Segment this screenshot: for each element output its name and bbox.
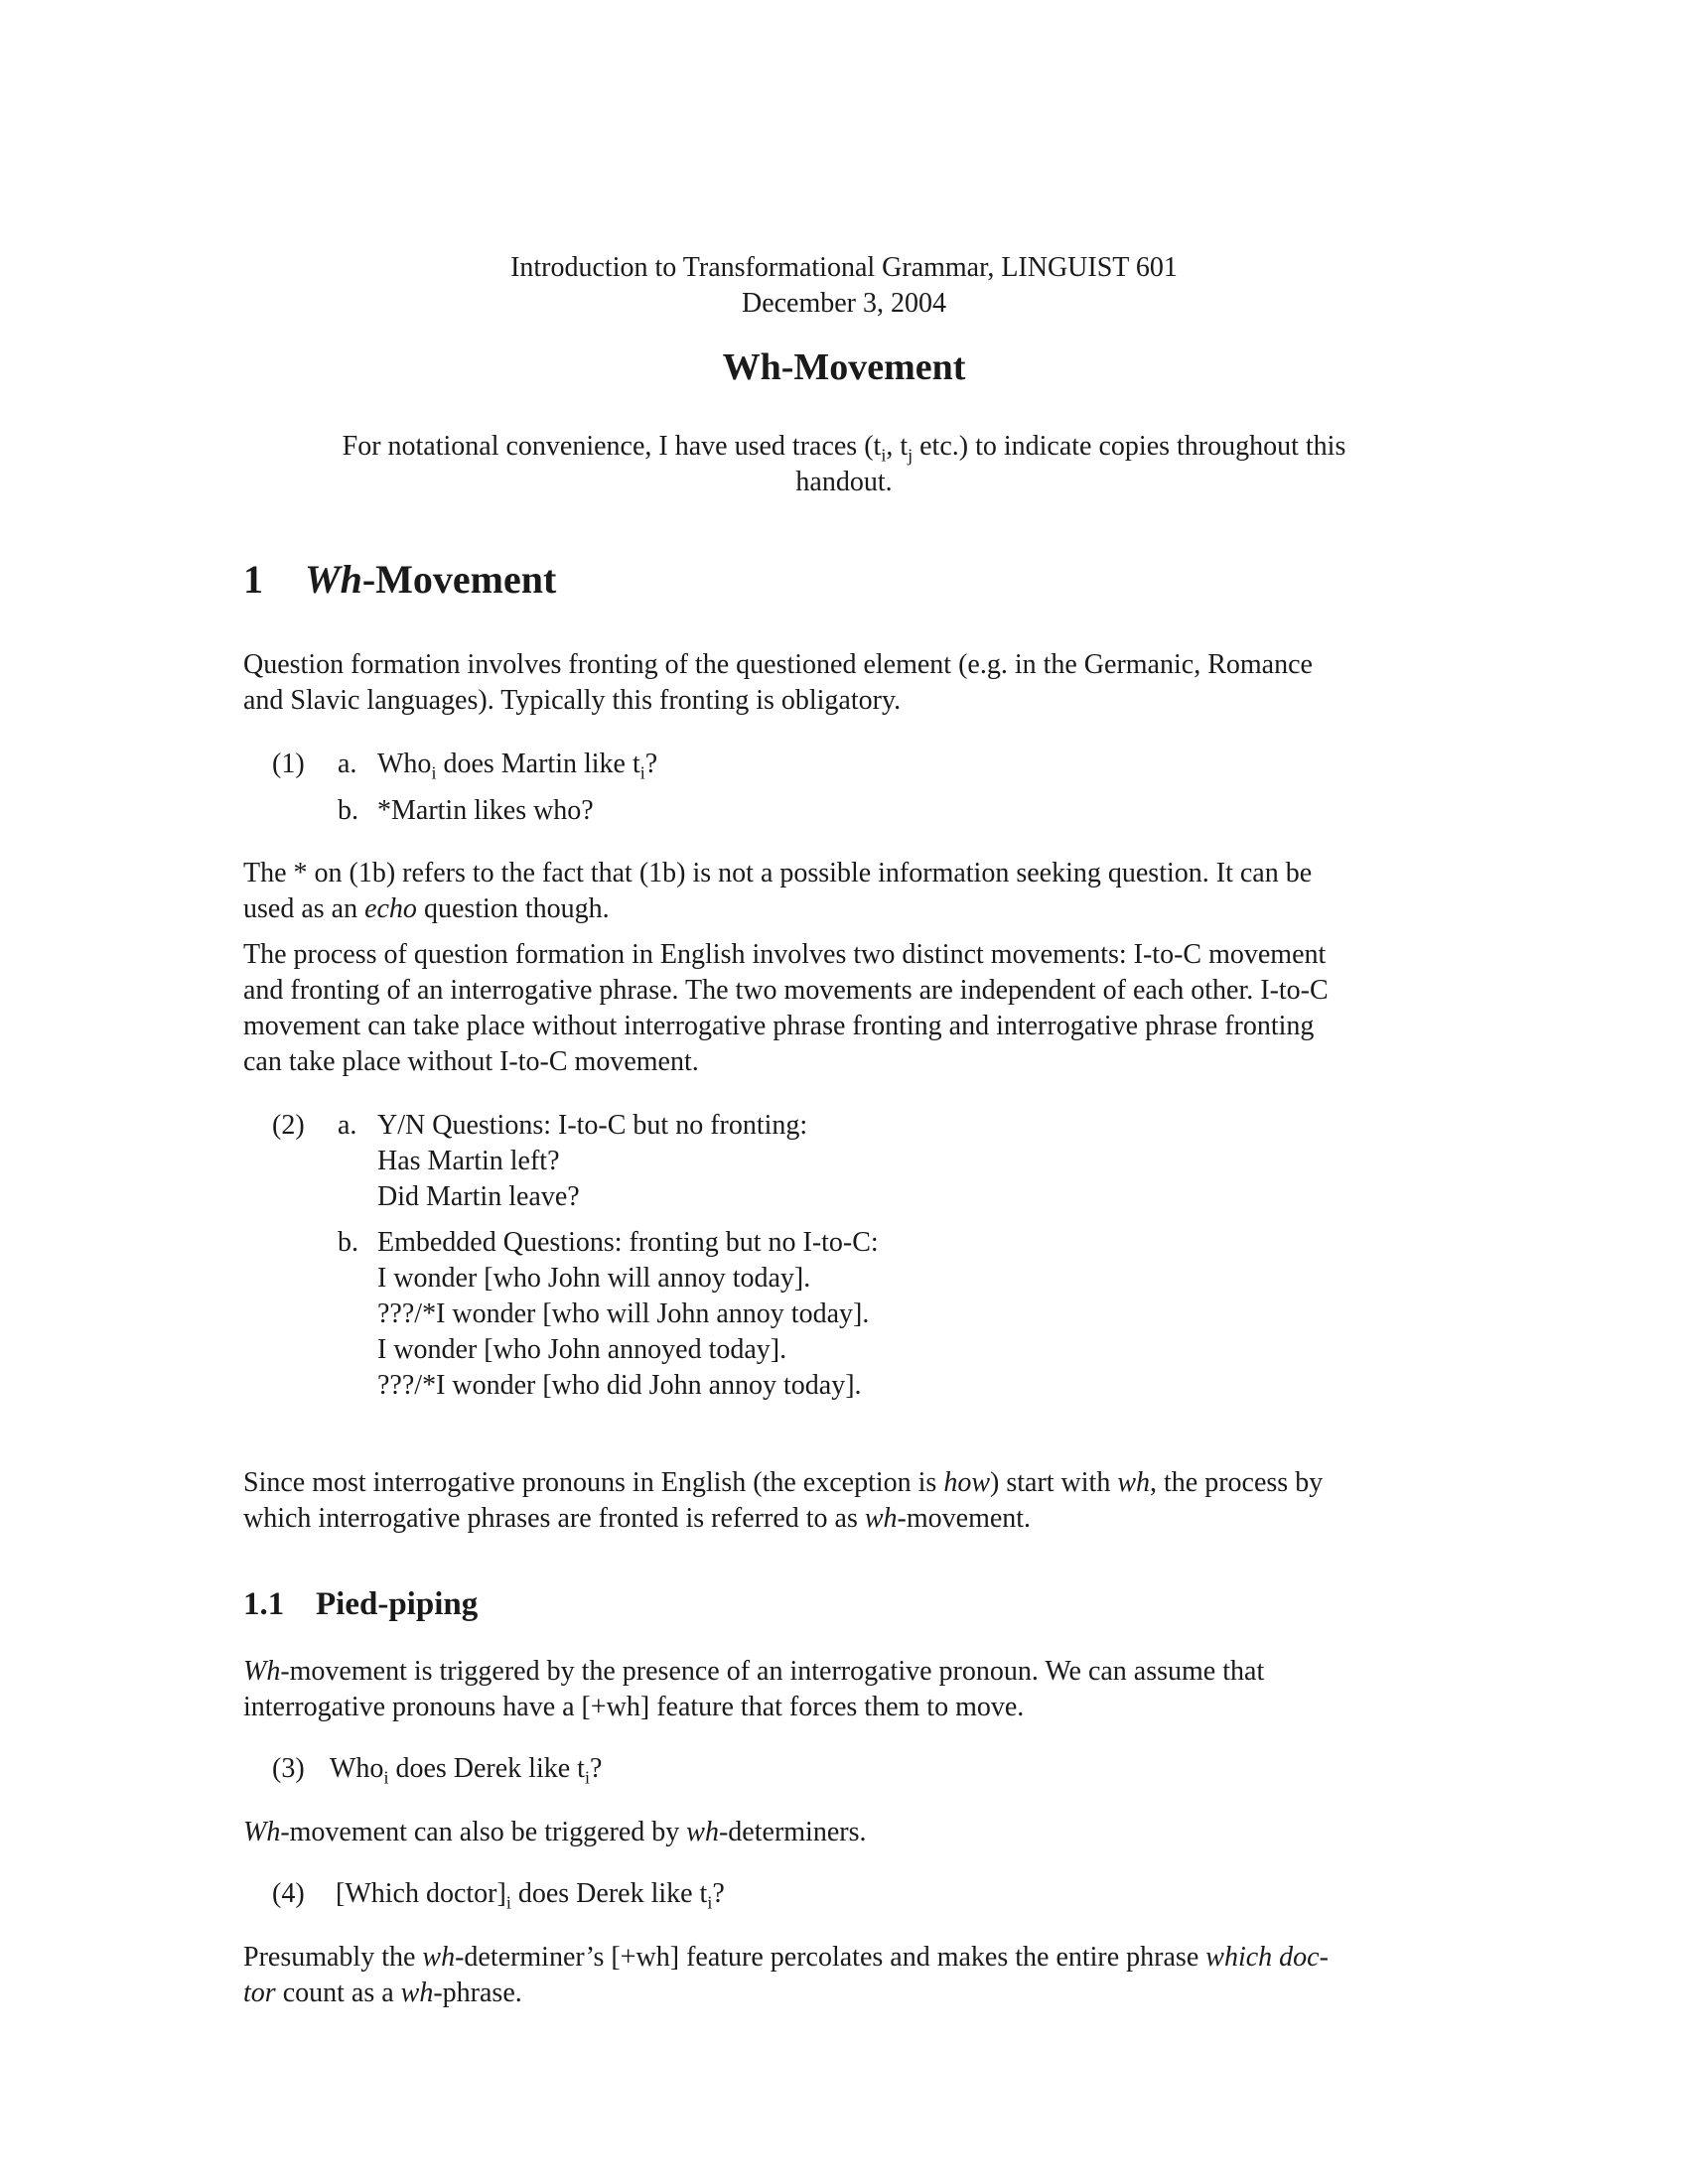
paragraph-2-line-1: The * on (1b) refers to the fact that (1b) is not a possible information seeking question. It can be <box>243 858 1313 888</box>
example-1a-label: a. <box>338 749 357 779</box>
example-2a-line-3: Did Martin leave? <box>377 1181 580 1212</box>
paragraph-1-line-2: and Slavic languages). Typically this fronting is obligatory. <box>243 685 902 716</box>
example-1b-label: b. <box>338 795 358 826</box>
pied-piping-paragraph-1-line-2: interrogative pronouns have a [+wh] feature that forces them to move. <box>243 1692 1025 1722</box>
example-4-number: (4) <box>272 1878 305 1909</box>
example-2b-line-1: Embedded Questions: fronting but no I-to-C: <box>377 1227 879 1258</box>
example-2b-line-5: ???/*I wonder [who did John annoy today]. <box>377 1370 862 1401</box>
example-1a: Who$_i$ does Martin like $t_i$? <box>377 749 658 783</box>
example-2b-line-2: I wonder [who John will annoy today]. <box>377 1263 811 1294</box>
example-2b-line-4: I wonder [who John annoyed today]. <box>377 1334 787 1365</box>
pied-piping-paragraph-1-line-1: Wh-movement is triggered by the presence of an interrogative pronoun. We can assume that <box>243 1656 1265 1687</box>
example-2-number: (2) <box>272 1110 305 1141</box>
example-2a-line-2: Has Martin left? <box>377 1146 560 1176</box>
pied-piping-paragraph-3-line-2: tor count as a wh-phrase. <box>243 1978 522 2008</box>
paragraph-4-line-2: which interrogative phrases are fronted is referred to as wh-movement. <box>243 1503 1032 1534</box>
section-1-1-title: Pied-piping <box>316 1586 479 1622</box>
example-2b-line-3: ???/*I wonder [who will John annoy today]. <box>377 1298 870 1329</box>
paragraph-4-line-1: Since most interrogative pronouns in English (the exception is how) start with wh, the process by <box>243 1467 1324 1498</box>
paragraph-2-line-2: used as an echo question though. <box>243 893 610 924</box>
example-2a-label: a. <box>338 1110 357 1141</box>
example-2a-line-1: Y/N Questions: I-to-C but no fronting: <box>377 1110 808 1141</box>
example-1-number: (1) <box>272 749 305 779</box>
paragraph-3-line-4: can take place without I-to-C movement. <box>243 1046 699 1077</box>
notation-note: For notational convenience, I have used traces ($t_i$, $t_j$ etc.) to indicate copies throughout this <box>342 431 1346 466</box>
example-1b: *Martin likes who? <box>377 795 594 826</box>
example-3-number: (3) <box>272 1753 305 1784</box>
example-4: [Which $doctor]_i$ does Derek like $t_i$? <box>336 1878 725 1913</box>
course-title: Introduction to Transformational Grammar, LINGUIST 601 <box>510 252 1178 283</box>
paragraph-1-line-1: Question formation involves fronting of the questioned element (e.g. in the Germanic, Romance <box>243 649 1313 680</box>
example-2b-label: b. <box>338 1227 358 1258</box>
section-1-title: Wh-Movement <box>305 557 557 602</box>
paragraph-3-line-2: and fronting of an interrogative phrase. The two movements are independent of each other. I-to-C <box>243 975 1329 1006</box>
pied-piping-paragraph-3-line-1: Presumably the wh-determiner’s [+wh] feature percolates and makes the entire phrase which doc- <box>243 1942 1329 1973</box>
date: December 3, 2004 <box>741 288 947 319</box>
pied-piping-paragraph-2: Wh-movement can also be triggered by wh-determiners. <box>243 1817 867 1847</box>
page-title: Wh-Movement <box>722 346 966 388</box>
paragraph-3-line-1: The process of question formation in English involves two distinct movements: I-to-C movement <box>243 939 1327 970</box>
section-1-number: 1 <box>243 557 263 602</box>
section-1-1-number: 1.1 <box>243 1586 285 1622</box>
notation-note-line2: handout. <box>795 467 893 497</box>
paragraph-3-line-3: movement can take place without interrogative phrase fronting and interrogative phrase fronting <box>243 1011 1315 1041</box>
example-3: Who$_i$ does Derek like $t_i$? <box>330 1753 603 1788</box>
